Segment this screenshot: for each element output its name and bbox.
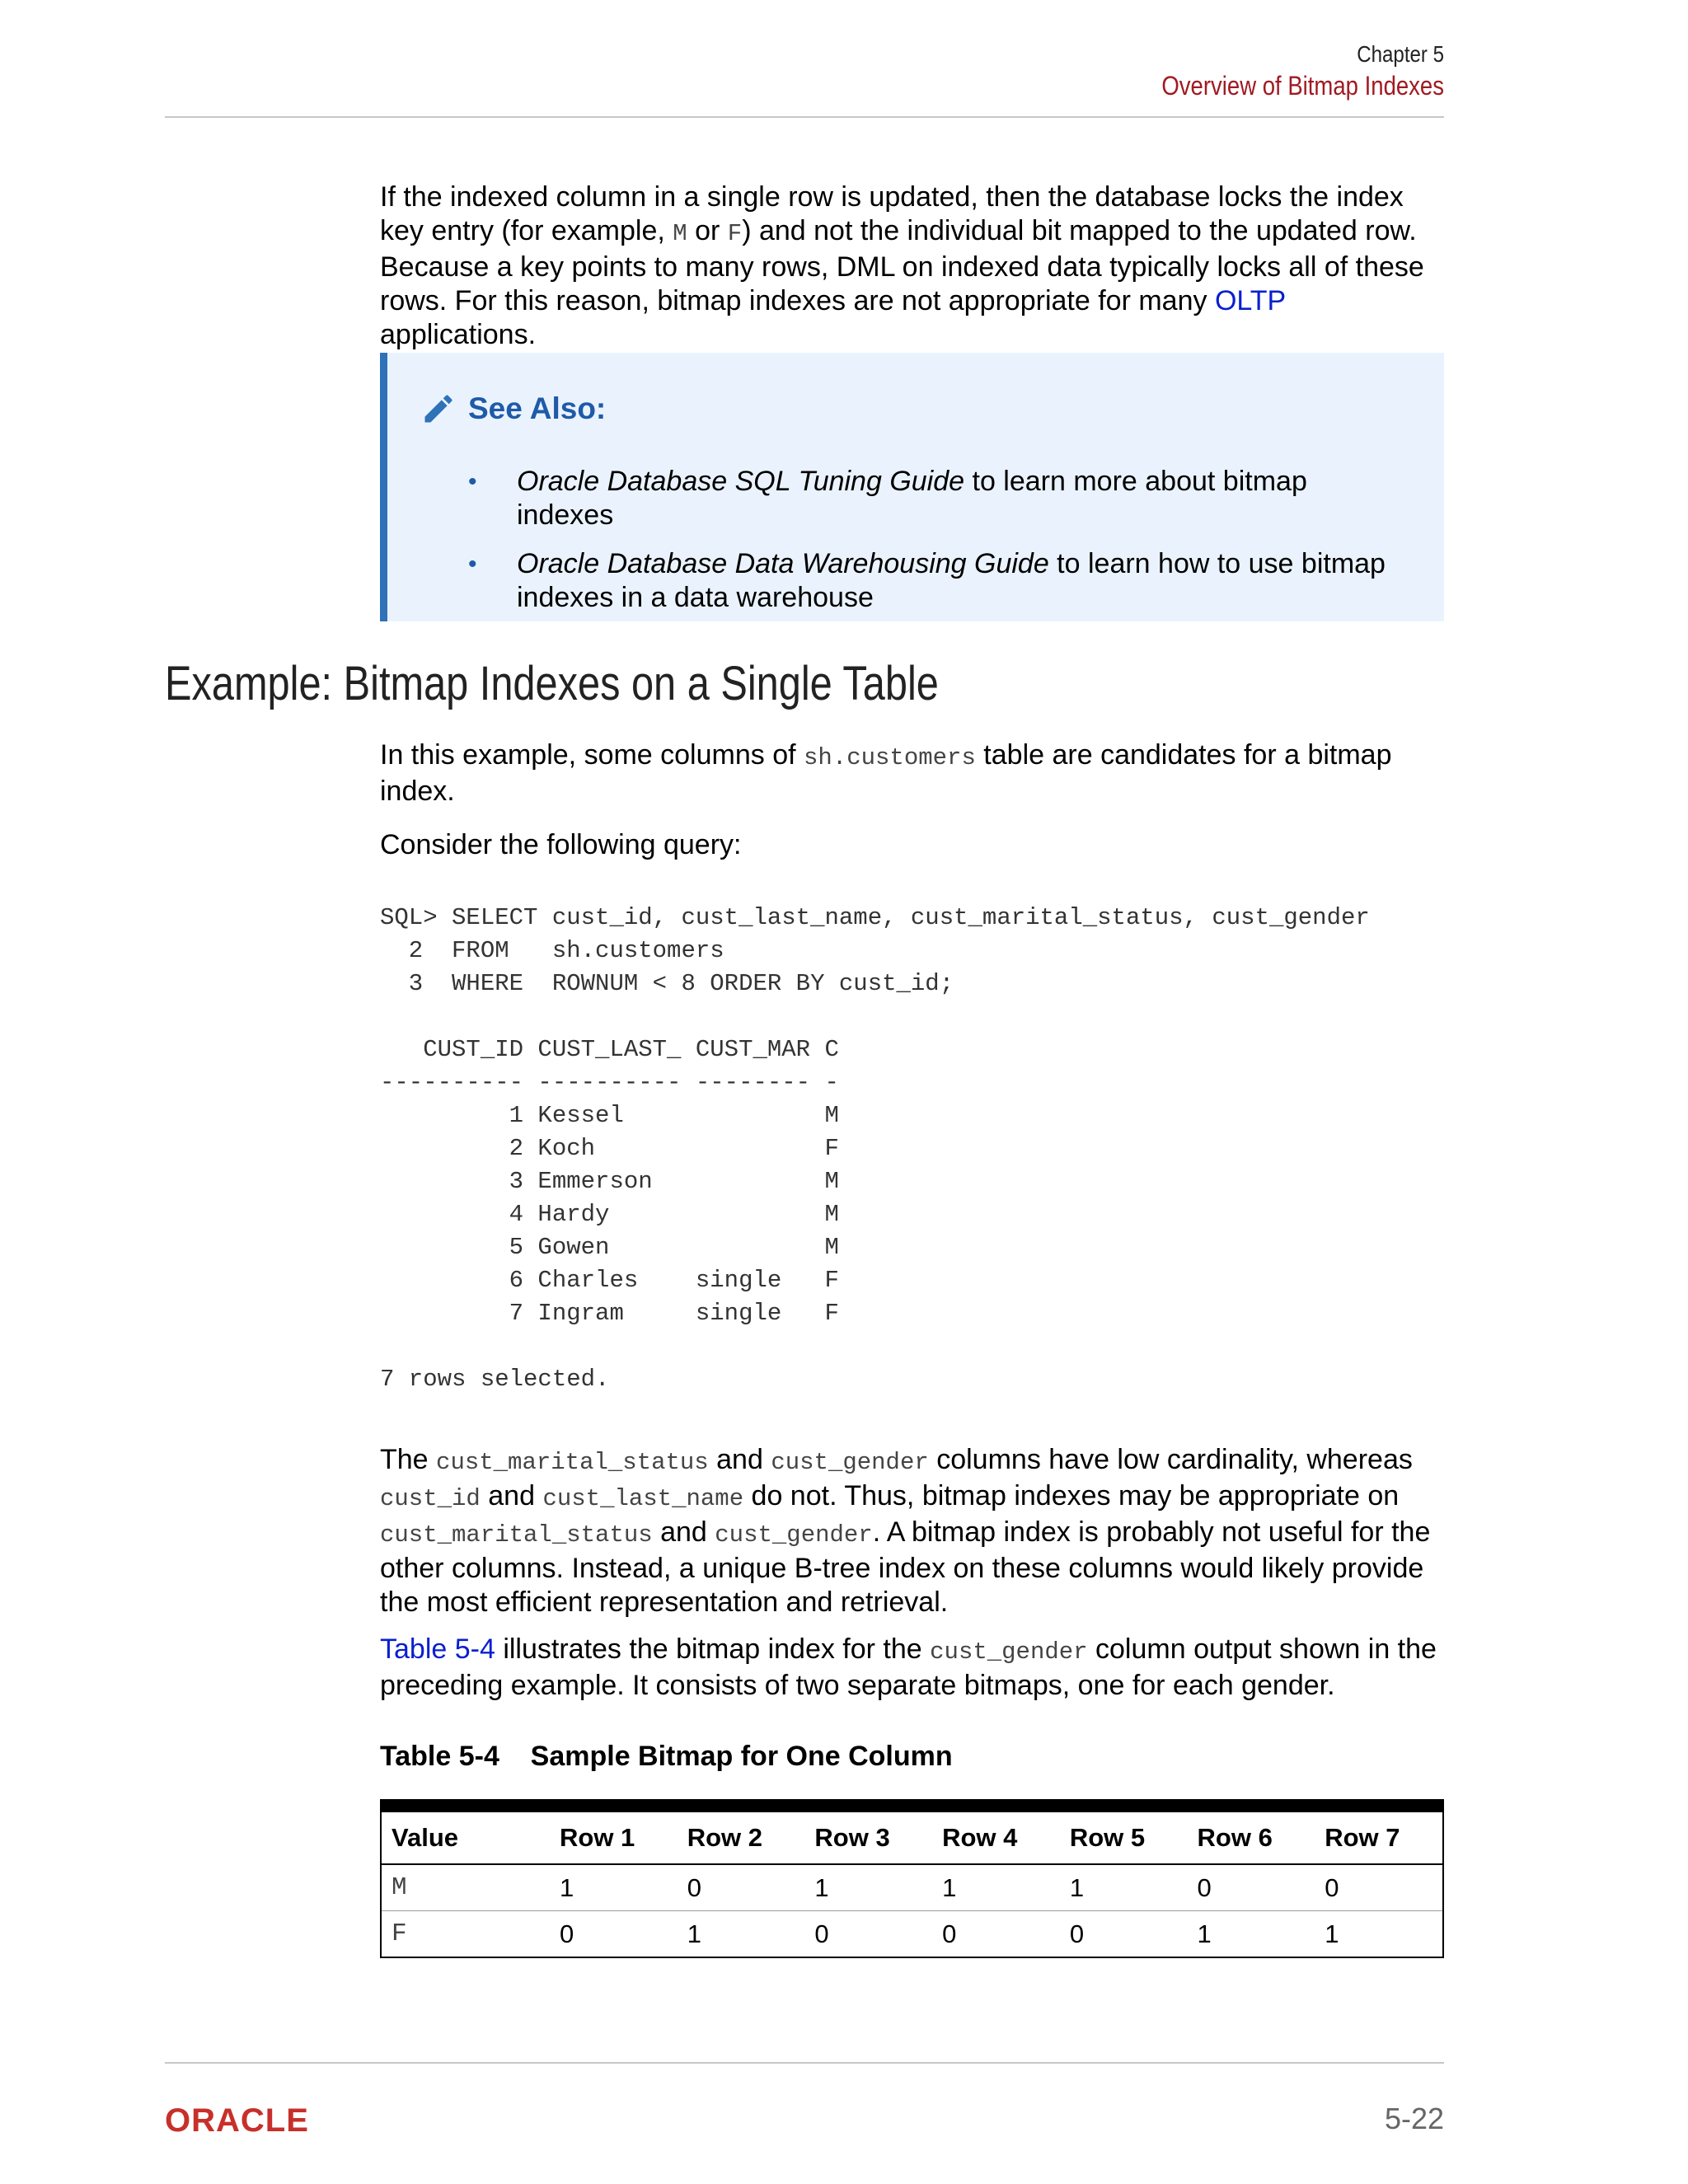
text: . A bitmap index is probably not useful for the other columns. Instead, a unique B-tree index on these columns would likely provide the most efficient representation and retrieval. — [380, 1516, 1431, 1618]
text: to learn more about bitmap indexes — [517, 466, 1307, 531]
table-cell: 0 — [1315, 1864, 1442, 1911]
paragraph-cardinality — [380, 1443, 1444, 1619]
text: and — [480, 1480, 543, 1511]
svg-text:ORACLE: ORACLE — [165, 2103, 309, 2136]
column-header: Row 6 — [1188, 1812, 1315, 1864]
text: illustrates the bitmap index for the — [495, 1633, 931, 1665]
table-cell: F — [392, 1919, 407, 1948]
see-also-item — [387, 465, 1444, 532]
bullet-icon: • — [468, 468, 477, 495]
see-also-item — [387, 547, 1444, 615]
bitmap-table — [380, 1799, 1444, 1958]
text: If the indexed column in a single row is updated, then the database locks the index key entry (for example, — [380, 181, 1404, 246]
inline-code: sh.customers — [804, 744, 976, 771]
oltp-link[interactable]: OLTP — [1214, 285, 1286, 316]
text: column output shown in the preceding example. It consists of two separate bitmaps, one for each gender. — [380, 1633, 1437, 1701]
inline-code: F — [727, 220, 743, 247]
column-header: Row 5 — [1060, 1812, 1188, 1864]
column-header: Row 4 — [932, 1812, 1060, 1864]
paragraph-locking — [380, 180, 1444, 352]
table-cell: 0 — [678, 1864, 805, 1911]
column-header: Row 2 — [678, 1812, 805, 1864]
paragraph-query-intro: Consider the following query: — [380, 829, 742, 860]
inline-code: cust_last_name — [542, 1485, 744, 1512]
table-cell: 1 — [1325, 1919, 1339, 1948]
page-number: 5-22 — [1384, 2102, 1444, 2135]
table-cell: 1 — [550, 1864, 678, 1911]
inline-code: cust_id — [380, 1485, 481, 1512]
table-5-4-link[interactable]: Table 5-4 — [380, 1633, 495, 1665]
table-cell: 1 — [804, 1864, 932, 1911]
table-cell: M — [382, 1864, 550, 1911]
see-also-list — [387, 465, 1444, 630]
see-also-title: See Also: — [468, 391, 607, 425]
text: applications. — [380, 319, 537, 350]
pencil-icon — [420, 391, 457, 427]
running-header — [165, 41, 1444, 101]
text: table are candidates for a bitmap index. — [380, 739, 1392, 807]
column-header: Row 7 — [1315, 1812, 1442, 1864]
table-cell: 0 — [1069, 1919, 1085, 1948]
text: The — [380, 1444, 437, 1475]
text: and — [708, 1444, 771, 1475]
inline-code: cust_marital_status — [380, 1521, 653, 1549]
table-cell: 0 — [560, 1919, 574, 1948]
text: ) and not the individual bit mapped to the updated row. Because a key points to many rows, DML on indexed data typically locks all of these rows. For this reason, bitmap indexes are not appropriate for many — [380, 215, 1424, 316]
table-header-row — [382, 1812, 1442, 1864]
inline-code: M — [673, 220, 687, 247]
table-caption — [380, 1741, 953, 1773]
text: to learn how to use bitmap indexes in a data warehouse — [517, 548, 1386, 613]
inline-code: cust_gender — [771, 1449, 929, 1476]
see-also-box — [380, 353, 1444, 621]
column-header: Row 3 — [804, 1812, 932, 1864]
table-cell: 1 — [1060, 1864, 1188, 1911]
footer-divider — [165, 2062, 1444, 2064]
column-header: Row 1 — [550, 1812, 678, 1864]
table-cell: 1 — [687, 1919, 701, 1948]
table-number: Table 5-4 — [380, 1741, 499, 1772]
text: In this example, some columns of — [380, 739, 804, 771]
paragraph-table-ref — [380, 1633, 1444, 1703]
text: or — [687, 215, 728, 246]
table-cell: 1 — [1197, 1919, 1212, 1948]
text: columns have low cardinality, whereas — [928, 1444, 1413, 1475]
oracle-logo — [165, 2103, 348, 2136]
table-cell: 0 — [814, 1919, 829, 1948]
section-heading: Example: Bitmap Indexes on a Single Table — [165, 657, 939, 710]
book-title-link[interactable]: Oracle Database SQL Tuning Guide — [517, 466, 965, 497]
table-title: Sample Bitmap for One Column — [530, 1741, 953, 1772]
bullet-icon: • — [468, 551, 477, 578]
column-header: Value — [382, 1812, 550, 1864]
inline-code: cust_gender — [930, 1638, 1088, 1666]
text: and — [652, 1516, 715, 1548]
header-divider — [165, 116, 1444, 118]
inline-code: cust_gender — [715, 1521, 873, 1549]
chapter-label: Chapter 5 — [1357, 41, 1444, 67]
section-title: Overview of Bitmap Indexes — [1161, 71, 1444, 101]
sql-code-block: SQL> SELECT cust_id, cust_last_name, cust_marital_status, cust_gender 2 FROM sh.customers 3 WHERE ROWNUM < 8 ORDER BY cust_id; CUST_ID CUST_LAST_ CUST_MAR C ---------- ---------- -------- - 1 Kessel M 2 Koch F 3 Emmerson M 4 Hardy M 5 Gowen M 6 Charles single F 7 Ingram single F 7 rows selected. — [380, 904, 1370, 1393]
see-also-header — [420, 391, 606, 427]
inline-code: cust_marital_status — [436, 1449, 709, 1476]
paragraph-intro — [380, 738, 1444, 808]
book-title-link[interactable]: Oracle Database Data Warehousing Guide — [517, 548, 1049, 579]
table-row — [382, 1911, 1442, 1957]
table-cell: 0 — [1188, 1864, 1315, 1911]
table-cell: 1 — [932, 1864, 1060, 1911]
table-cell: 0 — [942, 1919, 957, 1948]
table-row — [382, 1864, 1442, 1911]
text: do not. Thus, bitmap indexes may be appropriate on — [743, 1480, 1400, 1511]
